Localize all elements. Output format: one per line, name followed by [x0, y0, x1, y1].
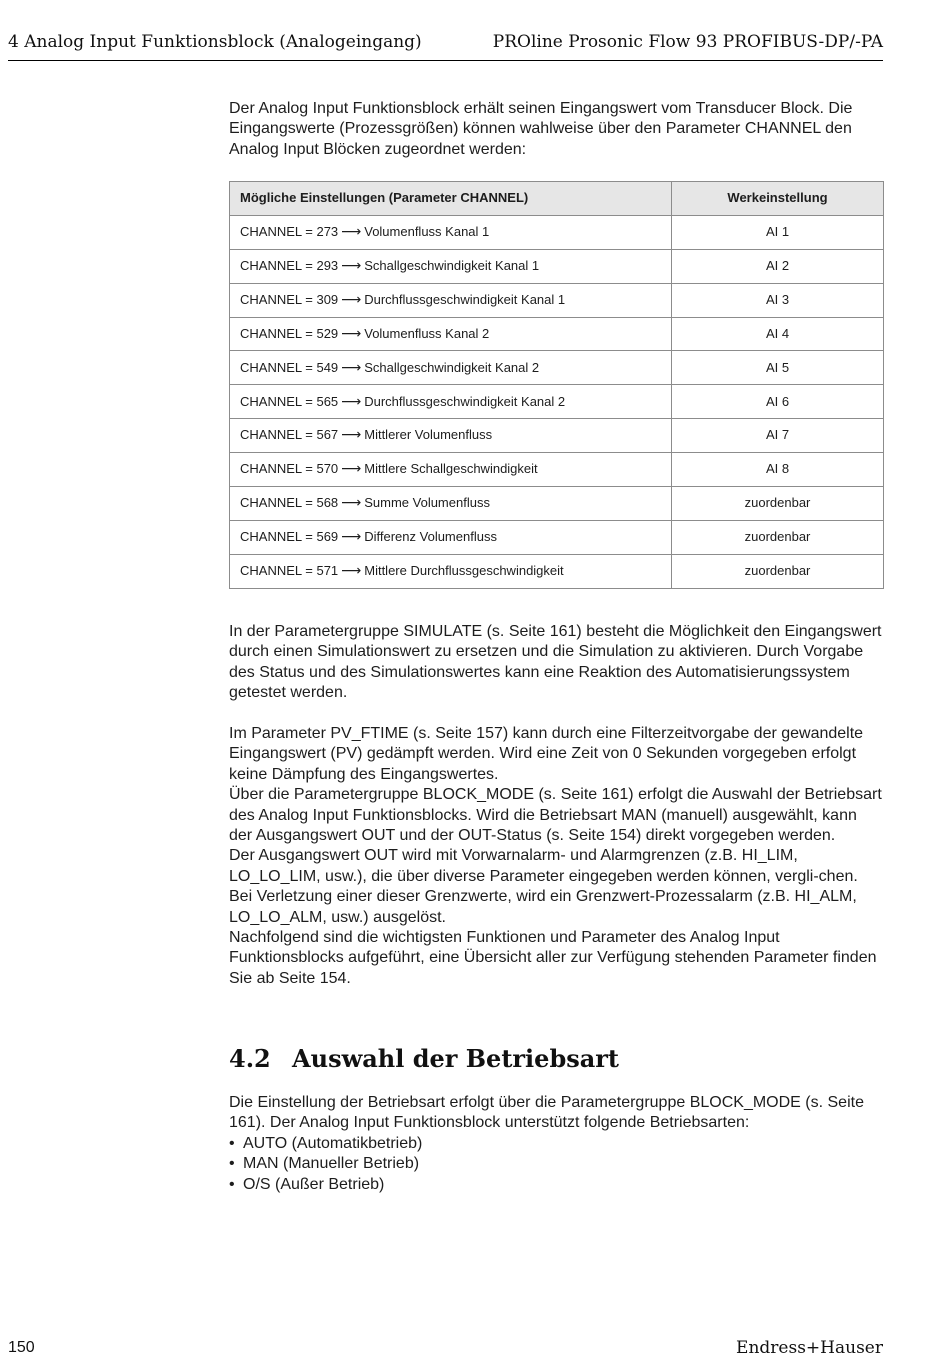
- default-setting-cell: AI 1: [672, 215, 884, 249]
- channel-number: CHANNEL = 565: [240, 393, 339, 409]
- section-heading: [229, 1044, 619, 1073]
- channel-setting-cell: [230, 351, 672, 385]
- column-header-settings: Mögliche Einstellungen (Parameter CHANNEL): [230, 182, 672, 216]
- header-chapter-title: 4 Analog Input Funktionsblock (Analogeingang): [8, 32, 422, 52]
- table-row: [230, 487, 884, 521]
- channel-setting-cell: [230, 249, 672, 283]
- list-item: • AUTO (Automatikbetrieb): [229, 1134, 883, 1154]
- block-mode-text: Über die Parametergruppe BLOCK_MODE (s. Seite 161) erfolgt die Auswahl der Betriebsart des Analog Input Funktionsblocks. Wird die Betriebsart MAN (manuell) ausgewählt, kann der Ausgangswert OUT und der OUT-Status (s. Seite 154) direkt vorgegeben werden.: [229, 786, 882, 845]
- channel-description: Mittlerer Volumenfluss: [364, 427, 493, 443]
- table-row: [230, 385, 884, 419]
- list-item: • MAN (Manueller Betrieb): [229, 1154, 883, 1174]
- channel-number: CHANNEL = 571: [240, 563, 339, 579]
- column-header-default: Werkeinstellung: [672, 182, 884, 216]
- default-setting-cell: AI 4: [672, 317, 884, 351]
- channel-setting-cell: [230, 487, 672, 521]
- channel-number: CHANNEL = 273: [240, 224, 339, 240]
- channel-number: CHANNEL = 529: [240, 325, 339, 341]
- channel-number: CHANNEL = 293: [240, 258, 339, 274]
- table-row: [230, 351, 884, 385]
- intro-text: Der Analog Input Funktionsblock erhält seinen Eingangswert vom Transducer Block. Die Eingangswerte (Prozessgrößen) können wahlweise über den Parameter CHANNEL den Analog Input Blöcken zugeordnet werden:: [229, 100, 853, 158]
- table-row: [230, 520, 884, 554]
- list-item: • O/S (Außer Betrieb): [229, 1175, 883, 1195]
- channel-setting-cell: [230, 283, 672, 317]
- overview-text: Nachfolgend sind die wichtigsten Funktionen und Parameter des Analog Input Funktionsblocks aufgeführt, eine Übersicht aller zur Verfügung stehenden Parameter finden Sie ab Seite 154.: [229, 929, 877, 987]
- arrow-right-icon: ⟶: [341, 258, 362, 275]
- arrow-right-icon: ⟶: [341, 495, 362, 512]
- arrow-right-icon: ⟶: [341, 224, 362, 241]
- simulate-paragraph: [229, 622, 883, 704]
- table-row: [230, 317, 884, 351]
- channel-setting-cell: [230, 385, 672, 419]
- intro-paragraph: [229, 99, 883, 160]
- table-row: [230, 215, 884, 249]
- parameter-paragraph: [229, 724, 883, 989]
- channel-description: Schallgeschwindigkeit Kanal 2: [364, 359, 540, 375]
- arrow-right-icon: ⟶: [341, 427, 362, 444]
- brand-logo-text: Endress+Hauser: [736, 1338, 883, 1358]
- channel-description: Mittlere Durchflussgeschwindigkeit: [364, 563, 564, 579]
- section-number: 4.2: [229, 1044, 271, 1073]
- default-setting-cell: zuordenbar: [672, 487, 884, 521]
- channel-setting-cell: [230, 520, 672, 554]
- table-row: [230, 419, 884, 453]
- channel-table: [229, 181, 884, 589]
- arrow-right-icon: ⟶: [341, 529, 362, 546]
- channel-number: CHANNEL = 570: [240, 461, 339, 477]
- arrow-right-icon: ⟶: [341, 563, 362, 580]
- default-setting-cell: AI 2: [672, 249, 884, 283]
- channel-setting-cell: [230, 554, 672, 588]
- simulate-text: In der Parametergruppe SIMULATE (s. Seite 161) besteht die Möglichkeit den Eingangswert durch einen Simulationswert zu ersetzen und die Simulation zu aktivieren. Durch Vorgabe des Status und des Simulationswertes kann eine Reaktion des Automatisierungssystem getestet werden.: [229, 623, 882, 702]
- table-row: [230, 554, 884, 588]
- channel-description: Durchflussgeschwindigkeit Kanal 1: [364, 291, 566, 307]
- channel-table-wrap: [229, 181, 883, 589]
- running-header: [8, 30, 883, 61]
- table-body: [230, 215, 884, 588]
- channel-description: Differenz Volumenfluss: [364, 529, 497, 545]
- channel-setting-cell: [230, 317, 672, 351]
- channel-number: CHANNEL = 309: [240, 291, 339, 307]
- default-setting-cell: AI 7: [672, 419, 884, 453]
- default-setting-cell: zuordenbar: [672, 520, 884, 554]
- channel-number: CHANNEL = 567: [240, 427, 339, 443]
- arrow-right-icon: ⟶: [341, 291, 362, 308]
- alarm-limits-text: Der Ausgangswert OUT wird mit Vorwarnalarm- und Alarmgrenzen (z.B. HI_LIM, LO_LO_LIM, usw.), die über diverse Parameter eingegeben werden können, vergli-chen. Bei Verletzung einer dieser Grenzwerte, wird ein Grenzwert-Prozessalarm (z.B. HI_ALM, LO_LO_ALM, usw.) ausgelöst.: [229, 847, 858, 926]
- page-number: 150: [8, 1339, 35, 1356]
- arrow-right-icon: ⟶: [341, 325, 362, 342]
- default-setting-cell: AI 6: [672, 385, 884, 419]
- channel-number: CHANNEL = 568: [240, 495, 339, 511]
- arrow-right-icon: ⟶: [341, 393, 362, 410]
- section-text: Die Einstellung der Betriebsart erfolgt über die Parametergruppe BLOCK_MODE (s. Seite 161). Der Analog Input Funktionsblock unterstützt folgende Betriebsarten:: [229, 1094, 864, 1132]
- header-product-name: PROline Prosonic Flow 93 PROFIBUS-DP/-PA: [492, 32, 883, 52]
- mode-list: [229, 1134, 883, 1195]
- channel-description: Durchflussgeschwindigkeit Kanal 2: [364, 393, 566, 409]
- channel-number: CHANNEL = 549: [240, 359, 339, 375]
- channel-description: Schallgeschwindigkeit Kanal 1: [364, 258, 540, 274]
- channel-setting-cell: [230, 453, 672, 487]
- default-setting-cell: zuordenbar: [672, 554, 884, 588]
- table-header-row: [230, 182, 884, 216]
- table-row: [230, 249, 884, 283]
- channel-description: Mittlere Schallgeschwindigkeit: [364, 461, 538, 477]
- default-setting-cell: AI 5: [672, 351, 884, 385]
- section-title: Auswahl der Betriebsart: [292, 1044, 620, 1073]
- channel-setting-cell: [230, 215, 672, 249]
- table-row: [230, 453, 884, 487]
- pv-ftime-text: Im Parameter PV_FTIME (s. Seite 157) kann durch eine Filterzeitvorgabe der gewandelte Eingangswert (PV) gedämpft werden. Wird eine Zeit von 0 Sekunden vorgegeben erfolgt keine Dämpfung des Eingangswertes.: [229, 725, 864, 783]
- arrow-right-icon: ⟶: [341, 461, 362, 478]
- channel-description: Summe Volumenfluss: [364, 495, 490, 511]
- channel-description: Volumenfluss Kanal 1: [364, 224, 490, 240]
- arrow-right-icon: ⟶: [341, 359, 362, 376]
- default-setting-cell: AI 3: [672, 283, 884, 317]
- default-setting-cell: AI 8: [672, 453, 884, 487]
- table-row: [230, 283, 884, 317]
- channel-description: Volumenfluss Kanal 2: [364, 325, 490, 341]
- section-body: [229, 1093, 883, 1195]
- channel-number: CHANNEL = 569: [240, 529, 339, 545]
- channel-setting-cell: [230, 419, 672, 453]
